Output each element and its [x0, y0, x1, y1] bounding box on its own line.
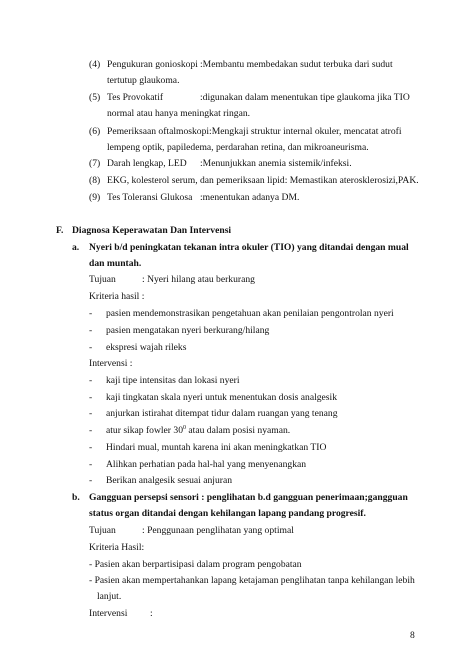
tujuan-label: Tujuan	[89, 274, 116, 285]
item-description: :Membantu membedakan sudut terbuka dari sudut	[200, 59, 393, 70]
intervensi-item-fowler	[106, 425, 290, 437]
intervensi-label: Intervensi :	[89, 358, 133, 369]
item-line: Pemeriksaan oftalmoskopi:Mengkaji struktur internal okuler, mencatat atrofi	[107, 126, 402, 137]
intervensi-item: Hindari mual, muntah karena ini akan meningkatkan TIO	[106, 442, 327, 453]
kriteria-label: Kriteria Hasil:	[89, 542, 145, 553]
kriteria-item-continuation: lanjut.	[97, 591, 122, 602]
item-label: Pengukuran gonioskopi	[107, 59, 198, 70]
fowler-text-rest: atau dalam posisi nyaman.	[186, 425, 291, 436]
fowler-text: atur sikap fowler 30	[106, 425, 183, 436]
diagnosis-letter: a.	[72, 242, 80, 253]
intervensi-label: Intervensi	[89, 608, 128, 619]
item-description: :digunakan dalam menentukan tipe glaukoma jika TIO	[200, 92, 410, 103]
bullet-dash: -	[89, 459, 93, 470]
item-number: (7)	[89, 158, 101, 169]
diagnosis-title: Gangguan persepsi sensori : penglihatan b.d gangguan penerimaan;gangguan	[89, 492, 408, 503]
kriteria-label: Kriteria hasil :	[89, 291, 145, 302]
bullet-dash: -	[89, 392, 93, 403]
tujuan-value: : Nyeri hilang atau berkurang	[142, 274, 255, 285]
intervensi-item: kaji tipe intensitas dan lokasi nyeri	[106, 375, 240, 386]
diagnosis-title-continuation: status organ ditandai dengan kehilangan lapang pandang progresif.	[89, 508, 366, 519]
tujuan-value: : Penggunaan penglihatan yang optimal	[142, 525, 294, 536]
page-number: 8	[410, 630, 415, 641]
bullet-dash: -	[89, 342, 93, 353]
kriteria-item: - Pasien akan berpartisipasi dalam program pengobatan	[89, 559, 302, 570]
item-description: :menentukan adanya DM.	[200, 192, 300, 203]
bullet-dash: -	[89, 442, 93, 453]
bullet-dash: -	[89, 308, 93, 319]
section-letter: F.	[56, 225, 64, 236]
item-number: (5)	[89, 92, 101, 103]
item-label: Darah lengkap, LED	[107, 158, 187, 169]
diagnosis-title: Nyeri b/d peningkatan tekanan intra okuler (TIO) yang ditandai dengan mual	[89, 242, 409, 253]
item-label: Tes Toleransi Glukosa	[107, 192, 193, 203]
kriteria-item: ekspresi wajah rileks	[106, 342, 187, 353]
section-title: Diagnosa Keperawatan Dan Intervensi	[72, 225, 232, 236]
kriteria-item: - Pasien akan mempertahankan lapang ketajaman penglihatan tanpa kehilangan lebih	[89, 575, 415, 586]
kriteria-item: pasien mengatakan nyeri berkurang/hilang	[106, 325, 270, 336]
item-number: (6)	[89, 126, 101, 137]
item-number: (8)	[89, 175, 101, 186]
item-continuation: tertutup glaukoma.	[107, 75, 180, 86]
item-description: :Menunjukkan anemia sistemik/infeksi.	[200, 158, 352, 169]
intervensi-item: Berikan analgesik sesuai anjuran	[106, 475, 233, 486]
diagnosis-letter: b.	[72, 492, 80, 503]
item-line: EKG, kolesterol serum, dan pemeriksaan lipid: Memastikan aterosklerosizi,PAK.	[107, 175, 419, 186]
intervensi-item: anjurkan istirahat ditempat tidur dalam ruangan yang tenang	[106, 408, 338, 419]
bullet-dash: -	[89, 408, 93, 419]
item-number: (9)	[89, 192, 101, 203]
bullet-dash: -	[89, 325, 93, 336]
intervensi-item: kaji tingkatan skala nyeri untuk menentukan dosis analgesik	[106, 392, 337, 403]
item-number: (4)	[89, 59, 101, 70]
diagnosis-title-continuation: dan muntah.	[89, 258, 142, 269]
item-label: Tes Provokatif	[107, 92, 164, 103]
kriteria-item: pasien mendemonstrasikan pengetahuan akan penilaian pengontrolan nyeri	[106, 308, 394, 319]
intervensi-item: Alihkan perhatian pada hal-hal yang menyenangkan	[106, 459, 307, 470]
bullet-dash: -	[89, 425, 93, 436]
intervensi-colon: :	[150, 608, 153, 619]
item-continuation: lempeng optik, papiledema, perdarahan retina, dan mikroaneurisma.	[107, 142, 369, 153]
tujuan-label: Tujuan	[89, 525, 116, 536]
item-continuation: normal atau hanya meningkat ringan.	[107, 108, 251, 119]
bullet-dash: -	[89, 475, 93, 486]
degree-superscript: 0	[183, 424, 186, 431]
bullet-dash: -	[89, 375, 93, 386]
